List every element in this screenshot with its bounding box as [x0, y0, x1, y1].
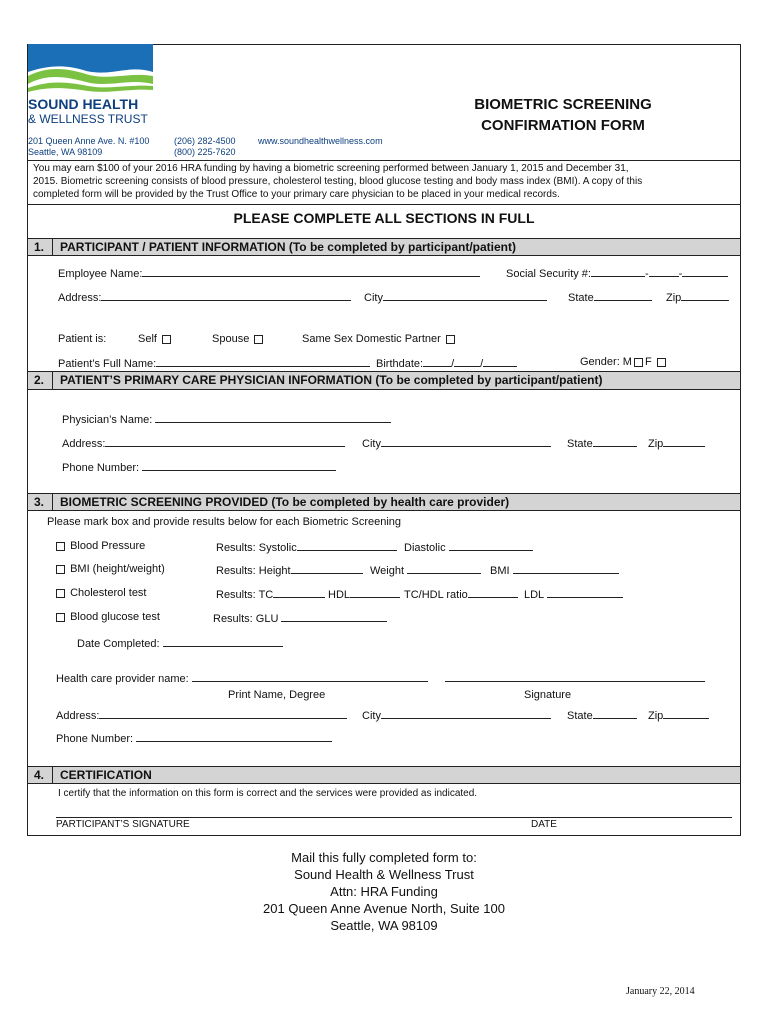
provider-zip-label: Zip	[648, 710, 664, 722]
bmi-checkbox[interactable]	[56, 565, 65, 574]
hdl-field[interactable]	[328, 587, 400, 601]
section3-title: BIOMETRIC SCREENING PROVIDED (To be completed by health care provider)	[60, 495, 510, 509]
zip-field[interactable]	[666, 290, 729, 304]
cholesterol-checkbox[interactable]	[56, 589, 65, 598]
weight-label: Weight	[370, 565, 405, 577]
gender-label: Gender: M	[580, 356, 632, 368]
partner-label: Same Sex Domestic Partner	[302, 333, 441, 345]
logo-phone2: (800) 225-7620	[174, 147, 236, 157]
ssn-dash: -	[678, 268, 683, 280]
date-completed-field[interactable]	[77, 636, 283, 650]
ssn-field[interactable]	[506, 266, 728, 280]
section4-title: CERTIFICATION	[60, 768, 152, 782]
divider	[52, 238, 53, 256]
divider	[28, 204, 740, 205]
systolic-field[interactable]	[216, 540, 397, 554]
cholesterol-label: Cholesterol test	[70, 587, 147, 599]
mail-line1: Mail this fully completed form to:	[291, 850, 477, 865]
section2-title: PATIENT’S PRIMARY CARE PHYSICIAN INFORMATION (To be completed by participant/patient)	[60, 373, 603, 387]
spouse-option[interactable]	[212, 333, 265, 345]
tc-label: Results: TC	[216, 589, 274, 601]
divider	[52, 371, 53, 390]
address-field[interactable]	[58, 290, 351, 304]
logo-phone1: (206) 282-4500	[174, 136, 236, 146]
birthdate-field[interactable]	[376, 356, 517, 370]
physician-zip-field[interactable]	[648, 436, 705, 450]
gender-m-checkbox[interactable]	[634, 358, 643, 367]
physician-zip-label: Zip	[648, 438, 664, 450]
physician-phone-label: Phone Number:	[62, 462, 140, 474]
section2-header	[28, 371, 740, 390]
date-caption: DATE	[531, 819, 557, 830]
physician-state-field[interactable]	[567, 436, 637, 450]
provider-zip-field[interactable]	[648, 708, 709, 722]
mail-line2: Sound Health & Wellness Trust	[294, 867, 474, 882]
self-label: Self	[138, 333, 157, 345]
partner-option[interactable]	[302, 333, 457, 345]
bmi-field[interactable]	[490, 563, 619, 577]
city-field[interactable]	[364, 290, 547, 304]
physician-name-field[interactable]	[62, 412, 391, 426]
section1-title: PARTICIPANT / PATIENT INFORMATION (To be completed by participant/patient)	[60, 240, 516, 254]
spouse-label: Spouse	[212, 333, 250, 345]
logo-address2: Seattle, WA 98109	[28, 147, 103, 157]
intro-line3: completed form will be provided by the Trust Office to your primary care physician to be placed in your medical records.	[33, 189, 560, 200]
provider-phone-field[interactable]	[56, 731, 332, 745]
section3-number: 3.	[34, 495, 45, 509]
mail-line3: Attn: HRA Funding	[330, 884, 438, 899]
section1-number: 1.	[34, 240, 45, 254]
glu-field[interactable]	[213, 611, 387, 625]
physician-state-label: State	[567, 438, 593, 450]
glucose-option[interactable]	[54, 611, 160, 623]
provider-address-field[interactable]	[56, 708, 347, 722]
slash: /	[451, 358, 455, 370]
logo-waves	[28, 44, 153, 94]
provider-city-field[interactable]	[362, 708, 551, 722]
provider-state-field[interactable]	[567, 708, 637, 722]
date-completed-label: Date Completed:	[77, 638, 160, 650]
height-field[interactable]	[216, 563, 363, 577]
ldl-field[interactable]	[524, 587, 623, 601]
full-name-field[interactable]	[58, 356, 370, 370]
physician-label: Physician’s Name:	[62, 414, 153, 426]
blood-pressure-checkbox[interactable]	[56, 542, 65, 551]
signature-caption: Signature	[524, 689, 572, 701]
gender-f-checkbox[interactable]	[657, 358, 666, 367]
divider	[28, 160, 740, 161]
divider	[52, 766, 53, 784]
ssn-label: Social Security #:	[506, 268, 591, 280]
ldl-label: LDL	[524, 589, 544, 601]
logo-name-line1: SOUND HEALTH	[28, 96, 139, 112]
self-option[interactable]	[138, 333, 173, 345]
bmi-option[interactable]	[54, 563, 165, 575]
state-field[interactable]	[568, 290, 652, 304]
blood-pressure-option[interactable]	[54, 540, 145, 552]
blood-pressure-label: Blood Pressure	[70, 540, 146, 552]
cholesterol-option[interactable]	[54, 587, 147, 599]
physician-address-label: Address:	[62, 438, 106, 450]
employee-name-field[interactable]	[58, 266, 480, 280]
bmi-row-label: BMI (height/weight)	[70, 563, 165, 575]
diastolic-field[interactable]	[404, 540, 533, 554]
height-label: Results: Height	[216, 565, 291, 577]
state-label: State	[568, 292, 594, 304]
glu-label: Results: GLU	[213, 613, 279, 625]
slash: /	[480, 358, 484, 370]
ssn-dash: -	[644, 268, 649, 280]
print-name-caption: Print Name, Degree	[228, 689, 326, 701]
mail-line4: 201 Queen Anne Avenue North, Suite 100	[263, 901, 505, 916]
full-name-label: Patient’s Full Name:	[58, 358, 157, 370]
diastolic-label: Diastolic	[404, 542, 446, 554]
bmi-label: BMI	[490, 565, 510, 577]
city-label: City	[364, 292, 383, 304]
title-line1: BIOMETRIC SCREENING	[474, 96, 652, 113]
provider-signature-line[interactable]	[445, 681, 705, 682]
section3-instruction: Please mark box and provide results below for each Biometric Screening	[47, 516, 402, 528]
section4-header	[28, 766, 740, 784]
physician-city-label: City	[362, 438, 381, 450]
title-line2: CONFIRMATION FORM	[481, 117, 645, 134]
employee-name-label: Employee Name:	[58, 268, 143, 280]
complete-heading: PLEASE COMPLETE ALL SECTIONS IN FULL	[233, 210, 535, 226]
physician-phone-field[interactable]	[62, 460, 336, 474]
footer-date: January 22, 2014	[626, 986, 695, 997]
zip-label: Zip	[666, 292, 682, 304]
birthdate-label: Birthdate:	[376, 358, 424, 370]
spouse-checkbox[interactable]	[254, 335, 263, 344]
section3-header	[28, 493, 740, 511]
logo-name-line2: & WELLNESS TRUST	[28, 112, 148, 126]
certification-text: I certify that the information on this form is correct and the services were provided as indicated.	[58, 788, 478, 799]
gender-field[interactable]	[580, 356, 668, 368]
address-label: Address:	[58, 292, 102, 304]
section1-header	[28, 238, 740, 256]
tc-hdl-ratio-label: TC/HDL ratio	[404, 589, 468, 601]
logo-address1: 201 Queen Anne Ave. N. #100	[28, 136, 150, 146]
provider-name-label: Health care provider name:	[56, 673, 189, 685]
partner-checkbox[interactable]	[446, 335, 455, 344]
glucose-label: Blood glucose test	[70, 611, 160, 623]
provider-phone-label: Phone Number:	[56, 733, 134, 745]
provider-state-label: State	[567, 710, 593, 722]
physician-city-field[interactable]	[362, 436, 551, 450]
glucose-checkbox[interactable]	[56, 613, 65, 622]
mail-line5: Seattle, WA 98109	[330, 918, 438, 933]
hdl-label: HDL	[328, 589, 351, 601]
participant-signature-caption: PARTICIPANT’S SIGNATURE	[56, 819, 190, 830]
tc-hdl-ratio-field[interactable]	[404, 587, 518, 601]
provider-address-label: Address:	[56, 710, 100, 722]
divider	[52, 493, 53, 511]
physician-address-field[interactable]	[62, 436, 345, 450]
intro-line1: You may earn $100 of your 2016 HRA funding by having a biometric screening performed between January 1, 2015 and December 31,	[33, 163, 629, 174]
gender-f-label: F	[644, 356, 652, 368]
logo-website: www.soundhealthwellness.com	[258, 136, 383, 146]
self-checkbox[interactable]	[162, 335, 171, 344]
provider-city-label: City	[362, 710, 381, 722]
patient-is-label: Patient is:	[58, 333, 107, 345]
systolic-label: Results: Systolic	[216, 542, 297, 554]
section4-number: 4.	[34, 768, 45, 782]
section2-number: 2.	[34, 373, 45, 387]
participant-signature-line[interactable]	[56, 817, 732, 818]
intro-line2: 2015. Biometric screening consists of blood pressure, cholesterol testing, blood glucose testing and body mass index (BMI). A copy of this	[33, 176, 643, 187]
tc-field[interactable]	[216, 587, 325, 601]
provider-name-field[interactable]	[56, 671, 428, 685]
weight-field[interactable]	[370, 563, 481, 577]
